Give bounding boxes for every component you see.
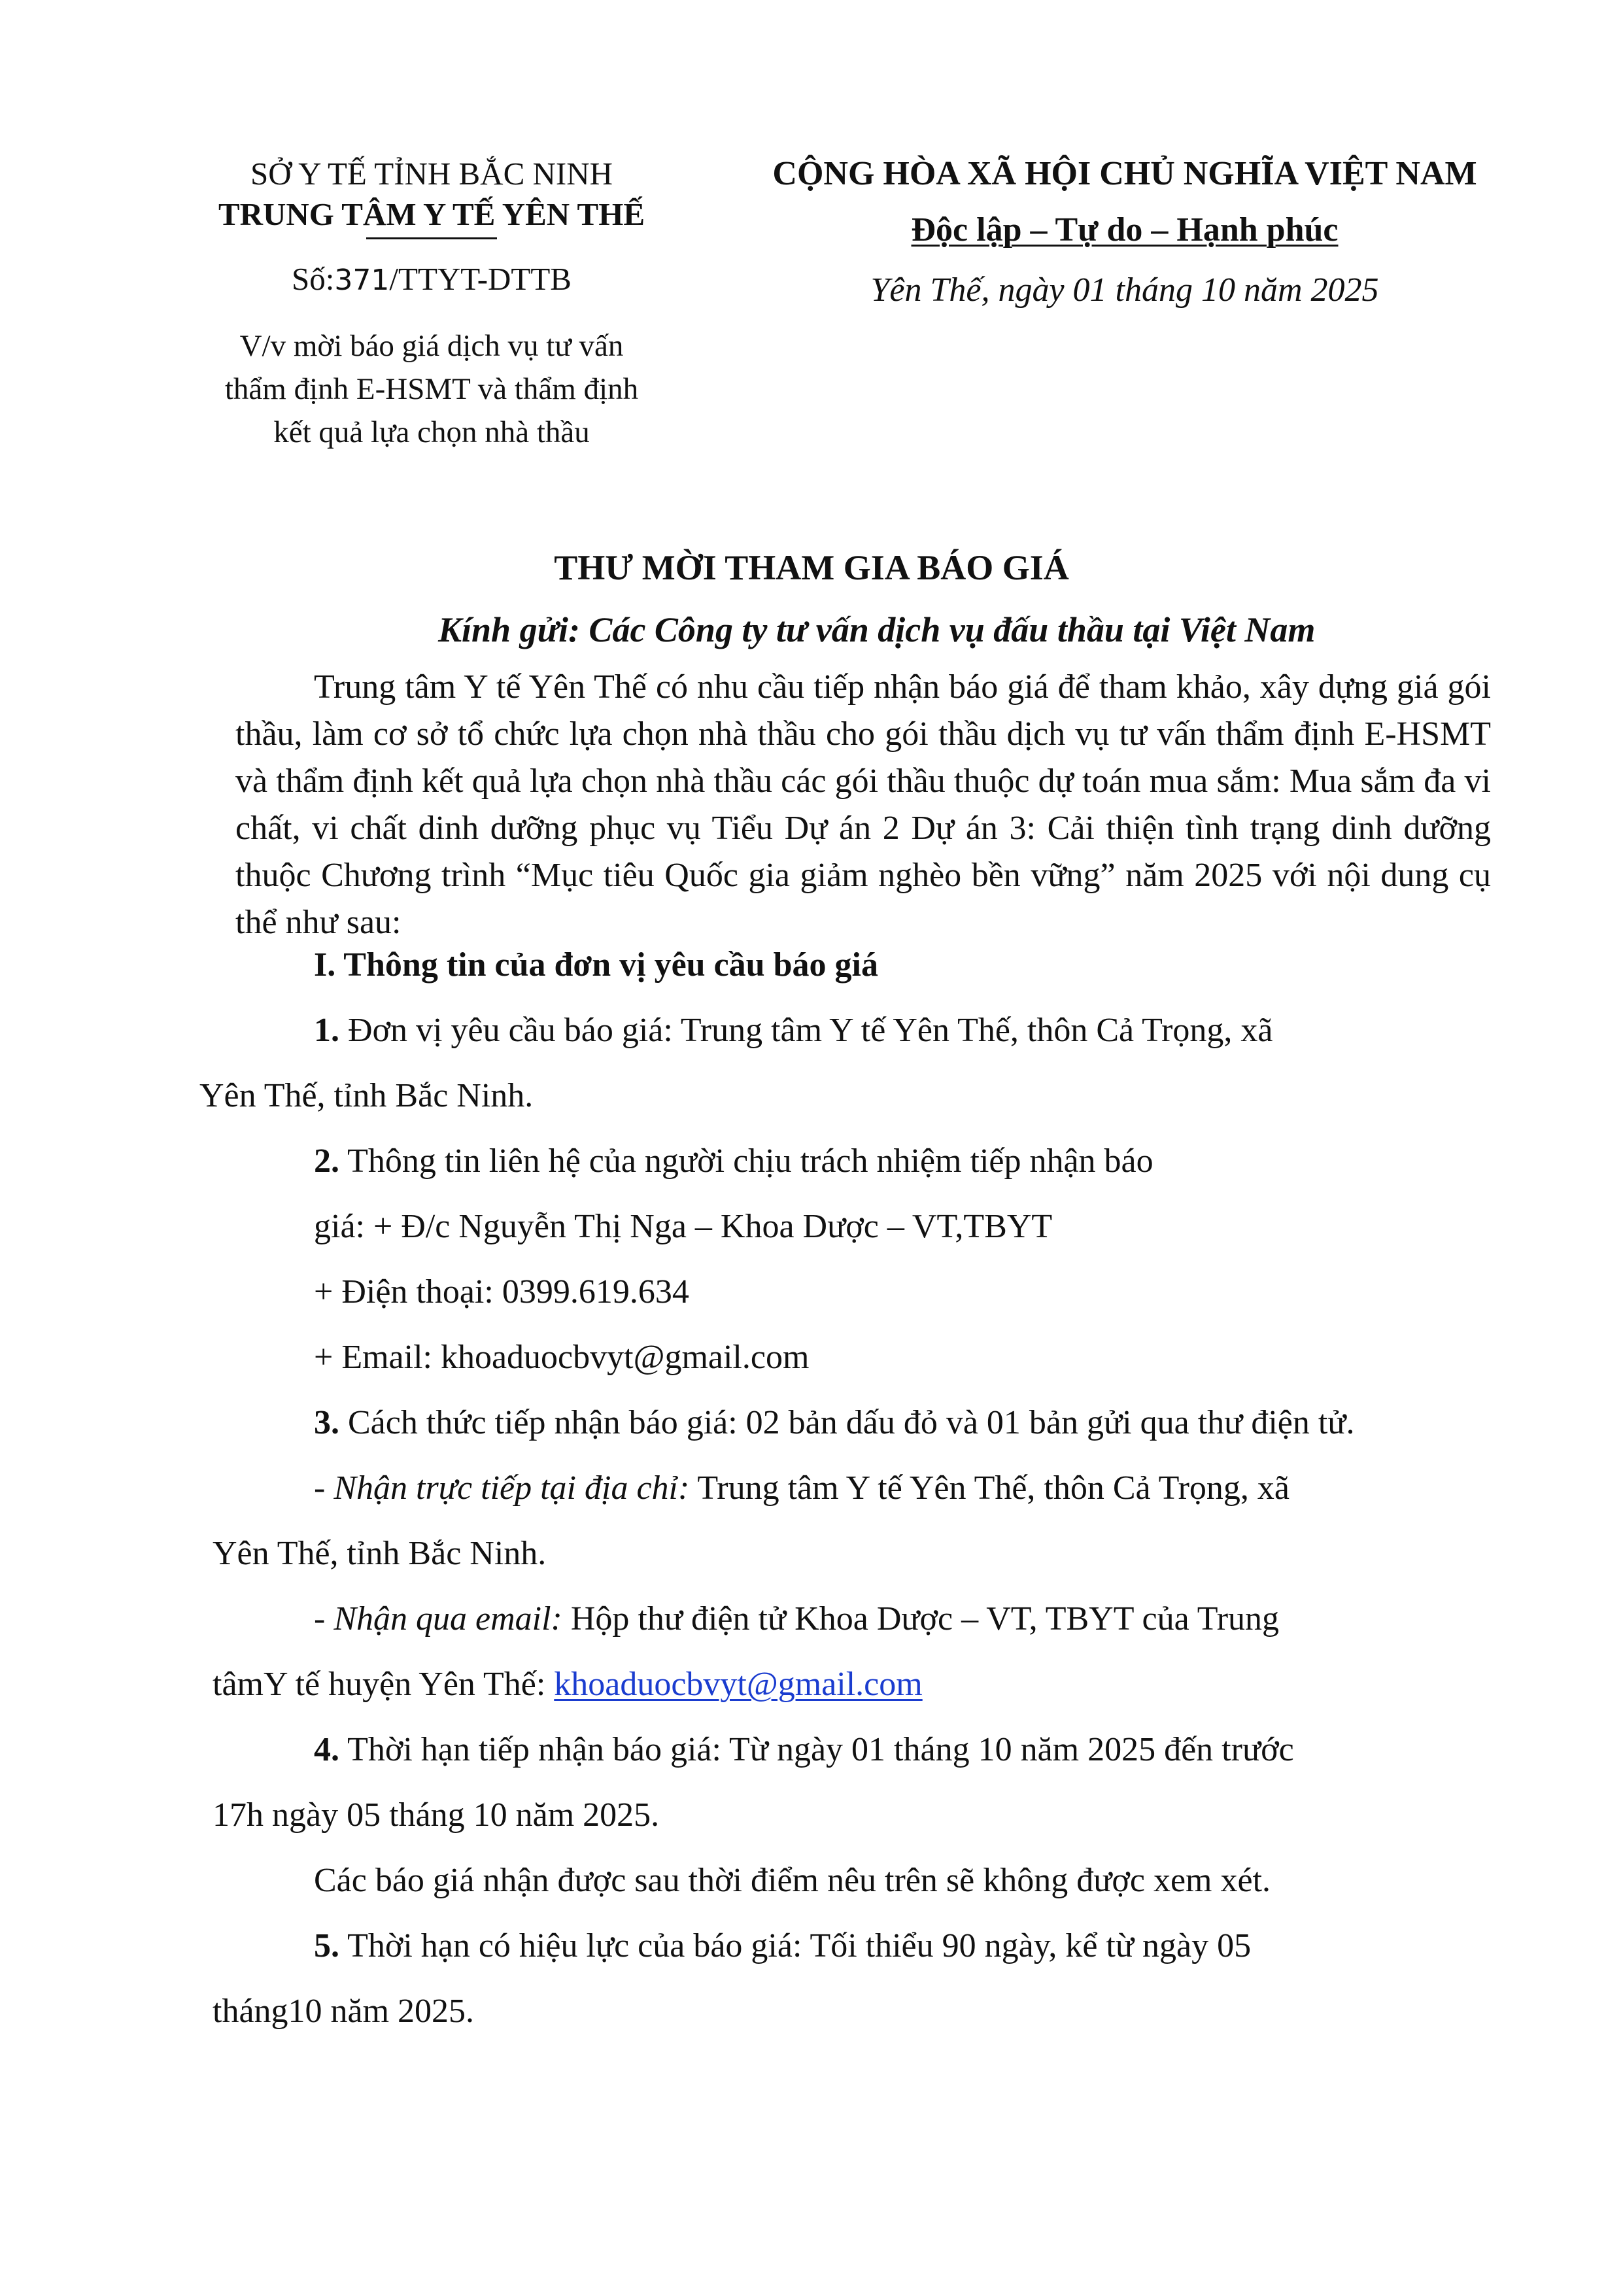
item-2-text: Thông tin liên hệ của người chịu trách nhiệm tiếp nhận báo <box>347 1142 1153 1180</box>
item-5-text: Thời hạn có hiệu lực của báo giá: Tối thiểu 90 ngày, kể từ ngày 05 <box>347 1927 1252 1964</box>
header-left-divider <box>366 237 497 239</box>
doc-number-prefix: Số: <box>292 261 335 297</box>
item-1-text: Đơn vị yêu cầu báo giá: Trung tâm Y tế Yên Thế, thôn Cả Trọng, xã <box>348 1012 1273 1049</box>
item-1 <box>314 1007 1273 1054</box>
subject-line: kết quả lựa chọn nhà thầu <box>273 415 590 449</box>
header-right <box>732 154 1517 311</box>
intro-paragraph: Trung tâm Y tế Yên Thế có nhu cầu tiếp nhận báo giá để tham khảo, xây dựng giá gói thầu, làm cơ sở tổ chức lựa chọn nhà thầu cho gói thầu dịch vụ tư vấn thẩm định E-HSMT và thẩm định kết quả lựa chọn nhà thầu các gói thầu thuộc dự toán mua sắm: Mua sắm đa vi chất, vi chất dinh dưỡng phục vụ Tiểu Dự án 2 Dự án 3: Cải thiện tình trạng dinh dưỡng thuộc Chương trình “Mục tiêu Quốc gia giảm nghèo bền vững” năm 2025 với nội dung cụ thể như sau: <box>235 668 1491 941</box>
item-5 <box>314 1923 1251 1970</box>
direct-receipt-label: - Nhận trực tiếp tại địa chỉ: <box>314 1469 690 1507</box>
email-link[interactable]: khoaduocbvyt@gmail.com <box>554 1666 923 1703</box>
subject-line: thẩm định E-HSMT và thẩm định <box>224 372 639 406</box>
email-receipt-text: Hộp thư điện tử Khoa Dược – VT, TBYT của Trung <box>562 1600 1280 1637</box>
item-4-text: Thời hạn tiếp nhận báo giá: Từ ngày 01 tháng 10 năm 2025 đến trước <box>347 1731 1294 1768</box>
item-4-continued: 17h ngày 05 tháng 10 năm 2025. <box>213 1796 660 1834</box>
item-5-continued: tháng10 năm 2025. <box>213 1993 475 2030</box>
late-submission-note: Các báo giá nhận được sau thời điểm nêu trên sẽ không được xem xét. <box>314 1862 1271 1899</box>
contact-email: + Email: khoaduocbvyt@gmail.com <box>314 1339 810 1376</box>
subject-line: V/v mời báo giá dịch vụ tư vấn <box>239 329 624 363</box>
doc-number-suffix: /TTYT-DTTB <box>389 261 572 297</box>
department-name: SỞ Y TẾ TỈNH BẮC NINH <box>250 156 613 192</box>
direct-receipt-continued: Yên Thế, tỉnh Bắc Ninh. <box>213 1535 547 1572</box>
item-5-number: 5. <box>314 1927 339 1964</box>
item-3-number: 3. <box>314 1404 339 1441</box>
item-1-number: 1. <box>314 1012 339 1049</box>
item-4-number: 4. <box>314 1731 339 1768</box>
date-line: Yên Thế, ngày 01 tháng 10 năm 2025 <box>870 271 1379 309</box>
organization-name: TRUNG TÂM Y TẾ YÊN THẾ <box>218 196 645 232</box>
document-number <box>170 259 693 301</box>
item-1-continued: Yên Thế, tỉnh Bắc Ninh. <box>199 1077 534 1114</box>
contact-phone: + Điện thoại: 0399.619.634 <box>314 1273 689 1311</box>
document-title: THƯ MỜI THAM GIA BÁO GIÁ <box>554 548 1069 587</box>
country-name: CỘNG HÒA XÃ HỘI CHỦ NGHĨA VIỆT NAM <box>772 155 1477 192</box>
item-2 <box>314 1138 1153 1185</box>
header-left <box>170 154 693 454</box>
email-receipt-label: - Nhận qua email: <box>314 1600 562 1637</box>
recipient-line: Kính gửi: Các Công ty tư vấn dịch vụ đấu thầu tại Việt Nam <box>438 610 1316 649</box>
item-3-text: Cách thức tiếp nhận báo giá: 02 bản dấu đỏ và 01 bản gửi qua thư điện tử. <box>348 1404 1355 1441</box>
item-4 <box>314 1726 1294 1773</box>
document-subject <box>170 324 693 454</box>
direct-receipt <box>314 1465 1290 1512</box>
item-3 <box>314 1399 1354 1447</box>
section-1-heading: I. Thông tin của đơn vị yêu cầu báo giá <box>314 946 878 984</box>
email-receipt-continued <box>213 1661 923 1708</box>
contact-person: giá: + Đ/c Nguyễn Thị Nga – Khoa Dược – VT,TBYT <box>314 1208 1053 1245</box>
email-receipt-prefix: tâmY tế huyện Yên Thế: <box>213 1666 555 1703</box>
email-receipt <box>314 1596 1279 1643</box>
item-2-number: 2. <box>314 1142 339 1180</box>
direct-receipt-text: Trung tâm Y tế Yên Thế, thôn Cả Trọng, xã <box>689 1469 1290 1507</box>
doc-number-value: 371 <box>334 264 390 297</box>
national-motto: Độc lập – Tự do – Hạnh phúc <box>911 211 1339 248</box>
